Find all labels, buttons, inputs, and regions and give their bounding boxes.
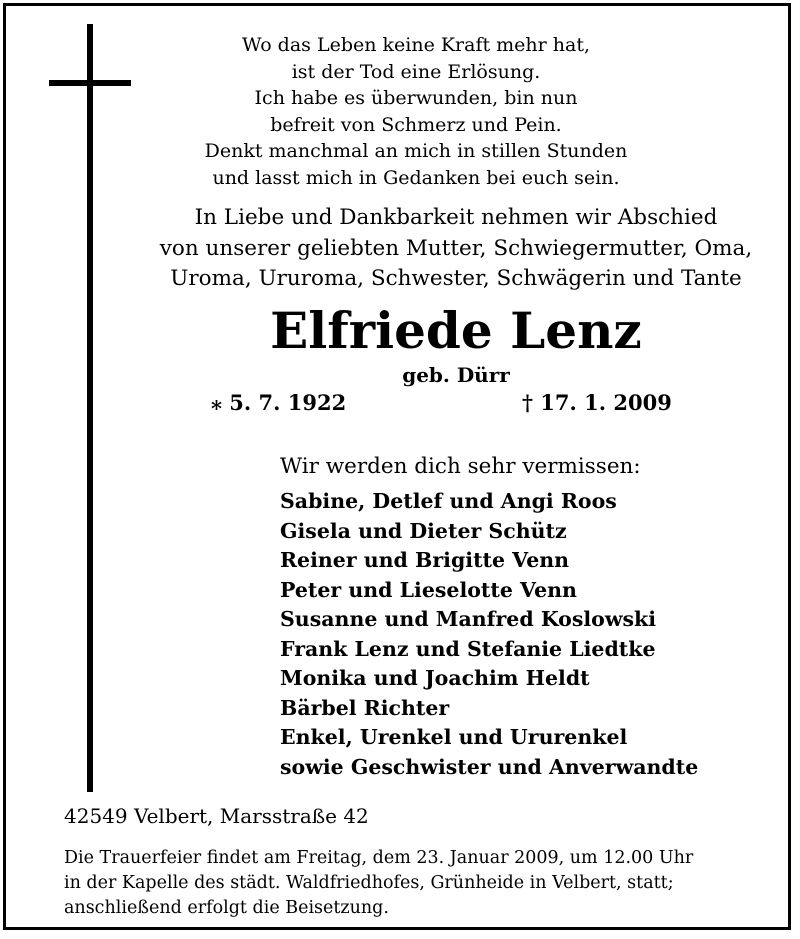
- poem-line: Wo das Leben keine Kraft mehr hat,: [241, 34, 591, 56]
- poem: [166, 32, 666, 191]
- farewell-line: In Liebe und Dankbarkeit nehmen wir Abschied: [194, 205, 718, 230]
- death-date: † 17. 1. 2009: [522, 390, 672, 415]
- cross-icon: [87, 24, 93, 792]
- mourner-line: sowie Geschwister und Anverwandte: [280, 754, 699, 779]
- farewell-line: Uroma, Ururoma, Schwester, Schwägerin und Tante: [170, 266, 742, 291]
- mourners-list: [280, 487, 698, 782]
- cross-icon-crossbar: [49, 80, 131, 86]
- poem-line: Ich habe es überwunden, bin nun: [254, 87, 578, 109]
- miss-line: Wir werden dich sehr vermissen:: [280, 454, 641, 479]
- mourner-line: Gisela und Dieter Schütz: [280, 518, 567, 543]
- mourner-line: Enkel, Urenkel und Ururenkel: [280, 725, 628, 749]
- service-line: anschließend erfolgt die Beisetzung.: [64, 898, 389, 918]
- service-line: Die Trauerfeier findet am Freitag, dem 23. Januar 2009, um 12.00 Uhr: [64, 848, 694, 868]
- mourner-line: Bärbel Richter: [280, 695, 450, 720]
- poem-line: befreit von Schmerz und Pein.: [270, 113, 562, 136]
- service-line: in der Kapelle des städt. Waldfriedhofes, Grünheide in Velbert, statt;: [64, 873, 674, 893]
- poem-line: ist der Tod eine Erlösung.: [291, 60, 541, 83]
- farewell-line: von unserer geliebten Mutter, Schwiegermutter, Oma,: [159, 235, 753, 261]
- mourner-line: Frank Lenz und Stefanie Liedtke: [280, 636, 656, 661]
- obituary-frame: [3, 3, 791, 930]
- mourner-line: Monika und Joachim Heldt: [280, 666, 590, 690]
- mourner-line: Reiner und Brigitte Venn: [280, 548, 570, 572]
- maiden-name: geb. Dürr: [402, 363, 510, 387]
- farewell-text: [126, 203, 786, 295]
- deceased-name: Elfriede Lenz: [270, 301, 642, 360]
- mourner-line: Peter und Lieselotte Venn: [280, 577, 577, 602]
- funeral-service-info: [64, 846, 693, 921]
- poem-line: und lasst mich in Gedanken bei euch sein.: [212, 166, 620, 189]
- mourner-line: Susanne und Manfred Koslowski: [280, 607, 657, 631]
- mourner-line: Sabine, Detlef und Angi Roos: [280, 489, 617, 513]
- birth-date: ⁎ 5. 7. 1922: [211, 390, 347, 415]
- address: 42549 Velbert, Marsstraße 42: [64, 804, 369, 828]
- poem-line: Denkt manchmal an mich in stillen Stunden: [204, 140, 628, 162]
